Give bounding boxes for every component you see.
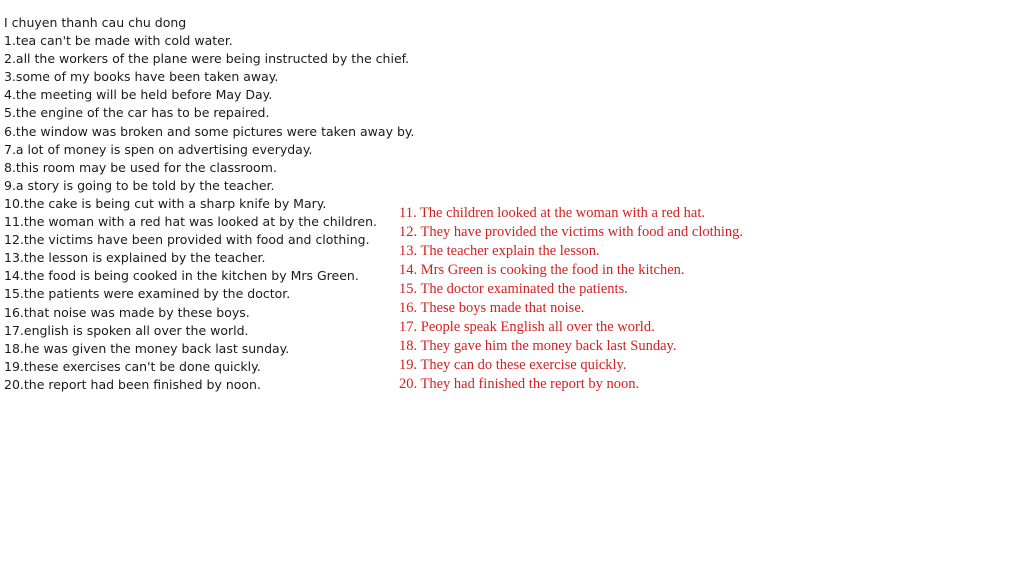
- sentence-1: 1.tea can't be made with cold water.: [4, 33, 233, 49]
- sentence-16: 16.that noise was made by these boys.: [4, 304, 250, 320]
- answer-17: 17. People speak English all over the world.: [399, 319, 655, 335]
- answer-14: 14. Mrs Green is cooking the food in the kitchen.: [399, 262, 685, 278]
- sentence-5: 5.the engine of the car has to be repaired.: [4, 105, 270, 121]
- sentence-8: 8.this room may be used for the classroom.: [4, 159, 277, 175]
- sentence-11: 11.the woman with a red hat was looked at by the children.: [4, 214, 377, 230]
- sentence-18: 18.he was given the money back last sunday.: [4, 340, 290, 356]
- sentence-13: 13.the lesson is explained by the teacher.: [4, 250, 266, 266]
- exercise-text: [4, 14, 424, 394]
- exercise-heading: I chuyen thanh cau chu dong: [4, 15, 187, 30]
- answer-13: 13. The teacher explain the lesson.: [399, 243, 600, 259]
- answer-15: 15. The doctor examinated the patients.: [399, 281, 628, 297]
- sentence-10: 10.the cake is being cut with a sharp knife by Mary.: [4, 195, 327, 211]
- sentence-14: 14.the food is being cooked in the kitchen by Mrs Green.: [4, 268, 359, 284]
- sentence-17: 17.english is spoken all over the world.: [4, 322, 249, 338]
- sentence-2: 2.all the workers of the plane were being instructed by the chief.: [4, 51, 410, 67]
- answer-19: 19. They can do these exercise quickly.: [399, 357, 627, 373]
- sentence-20: 20.the report had been finished by noon.: [4, 376, 261, 392]
- answer-text: [399, 204, 999, 394]
- sentence-6: 6.the window was broken and some pictures were taken away by.: [4, 123, 415, 139]
- sentence-12: 12.the victims have been provided with food and clothing.: [4, 232, 370, 248]
- sentence-19: 19.these exercises can't be done quickly.: [4, 358, 261, 374]
- answer-16: 16. These boys made that noise.: [399, 300, 585, 316]
- sentence-3: 3.some of my books have been taken away.: [4, 69, 279, 85]
- sentence-7: 7.a lot of money is spen on advertising everyday.: [4, 141, 313, 157]
- sentence-4: 4.the meeting will be held before May Day.: [4, 87, 273, 103]
- answer-20: 20. They had finished the report by noon.: [399, 376, 640, 392]
- answer-18: 18. They gave him the money back last Sunday.: [399, 338, 677, 354]
- sentence-9: 9.a story is going to be told by the teacher.: [4, 177, 275, 193]
- answer-11: 11. The children looked at the woman with a red hat.: [399, 205, 706, 221]
- answer-12: 12. They have provided the victims with food and clothing.: [399, 224, 744, 240]
- sentence-15: 15.the patients were examined by the doctor.: [4, 286, 291, 302]
